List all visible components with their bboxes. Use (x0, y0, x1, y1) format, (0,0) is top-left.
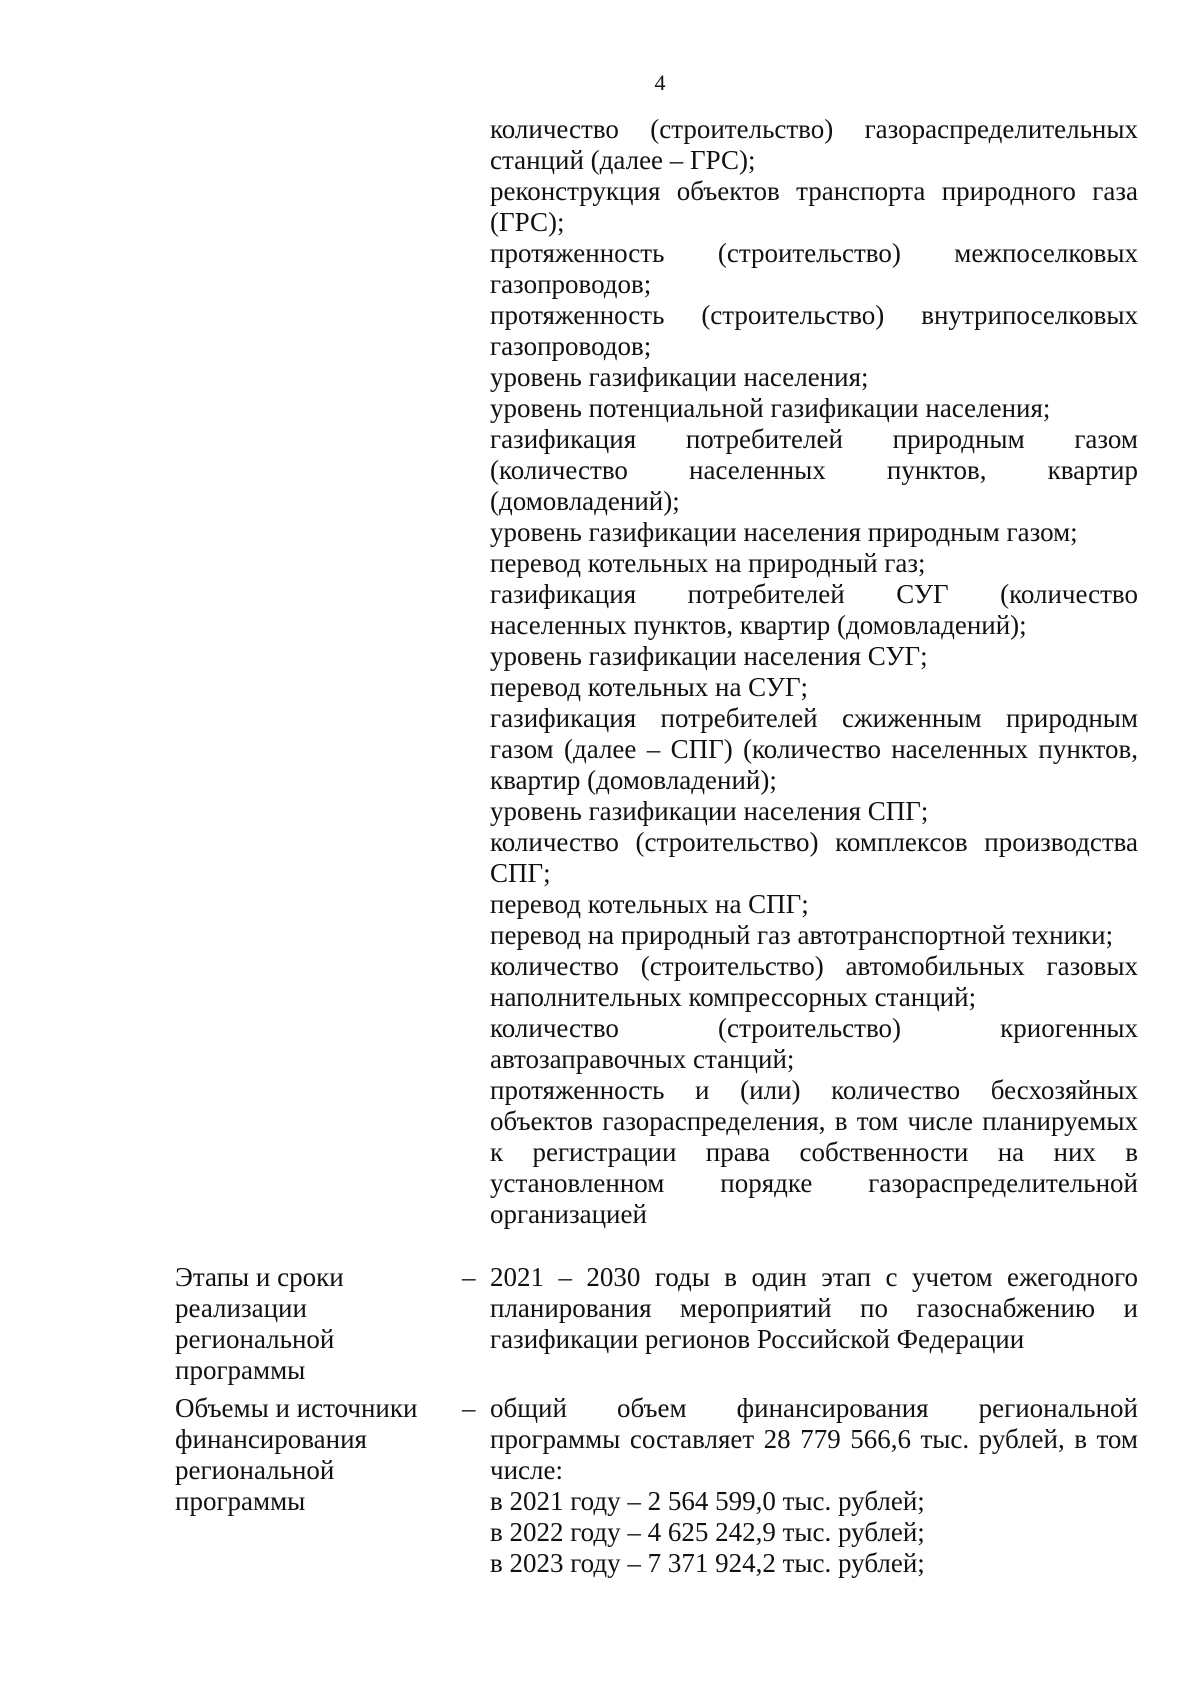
funding-label: Объемы и источники финансирования региональной программы (175, 1393, 418, 1516)
indicator-item: количество (строительство) газораспределительных станций (далее – ГРС); (490, 114, 1138, 175)
indicator-item: перевод на природный газ автотранспортной техники; (490, 920, 1114, 950)
funding-year-2023: в 2023 году – 7 371 924,2 тыс. рублей; (490, 1548, 925, 1578)
stages-label: Этапы и сроки реализации региональной программы (175, 1262, 344, 1385)
indicator-item: газификация потребителей СУГ (количество населенных пунктов, квартир (домовладений); (490, 579, 1138, 640)
funding-value (490, 1393, 1138, 1579)
indicator-item: газификация потребителей сжиженным природным газом (далее – СПГ) (количество населенных пунктов, квартир (домовладений); (490, 703, 1138, 795)
indicators-list (490, 114, 1138, 1230)
stages-value (490, 1262, 1138, 1355)
indicator-item: протяженность и (или) количество бесхозяйных объектов газораспределения, в том числе планируемых к регистрации права собственности на них в установленном порядке газораспределительной организацией (490, 1075, 1138, 1229)
indicator-item: уровень газификации населения СУГ; (490, 641, 928, 671)
stages-text: 2021 – 2030 годы в один этап с учетом ежегодного планирования мероприятий по газоснабжению и газификации регионов Российской Федерации (490, 1262, 1138, 1354)
indicator-item: количество (строительство) автомобильных газовых наполнительных компрессорных станций; (490, 951, 1138, 1012)
indicator-item: перевод котельных на СПГ; (490, 889, 809, 919)
funding-year-2022: в 2022 году – 4 625 242,9 тыс. рублей; (490, 1517, 925, 1547)
indicator-item: перевод котельных на СУГ; (490, 672, 809, 702)
indicator-item: уровень газификации населения СПГ; (490, 796, 929, 826)
indicator-item: количество (строительство) комплексов производства СПГ; (490, 827, 1138, 888)
funding-dash: – (462, 1393, 476, 1423)
page-number: 4 (654, 70, 666, 95)
indicator-item: протяженность (строительство) межпоселковых газопроводов; (490, 238, 1138, 299)
indicator-item: газификация потребителей природным газом (количество населенных пунктов, квартир (домовладений); (490, 424, 1138, 516)
indicator-item: протяженность (строительство) внутрипоселковых газопроводов; (490, 300, 1138, 361)
funding-total: общий объем финансирования региональной программы составляет 28 779 566,6 тыс. рублей, в том числе: (490, 1393, 1138, 1485)
indicator-item: перевод котельных на природный газ; (490, 548, 926, 578)
stages-dash: – (462, 1262, 476, 1292)
indicator-item: реконструкция объектов транспорта природного газа (ГРС); (490, 176, 1138, 237)
indicator-item: уровень газификации населения природным газом; (490, 517, 1078, 547)
indicator-item: уровень газификации населения; (490, 362, 869, 392)
indicator-item: количество (строительство) криогенных автозаправочных станций; (490, 1013, 1138, 1074)
indicator-item: уровень потенциальной газификации населения; (490, 393, 1051, 423)
funding-year-2021: в 2021 году – 2 564 599,0 тыс. рублей; (490, 1486, 925, 1516)
